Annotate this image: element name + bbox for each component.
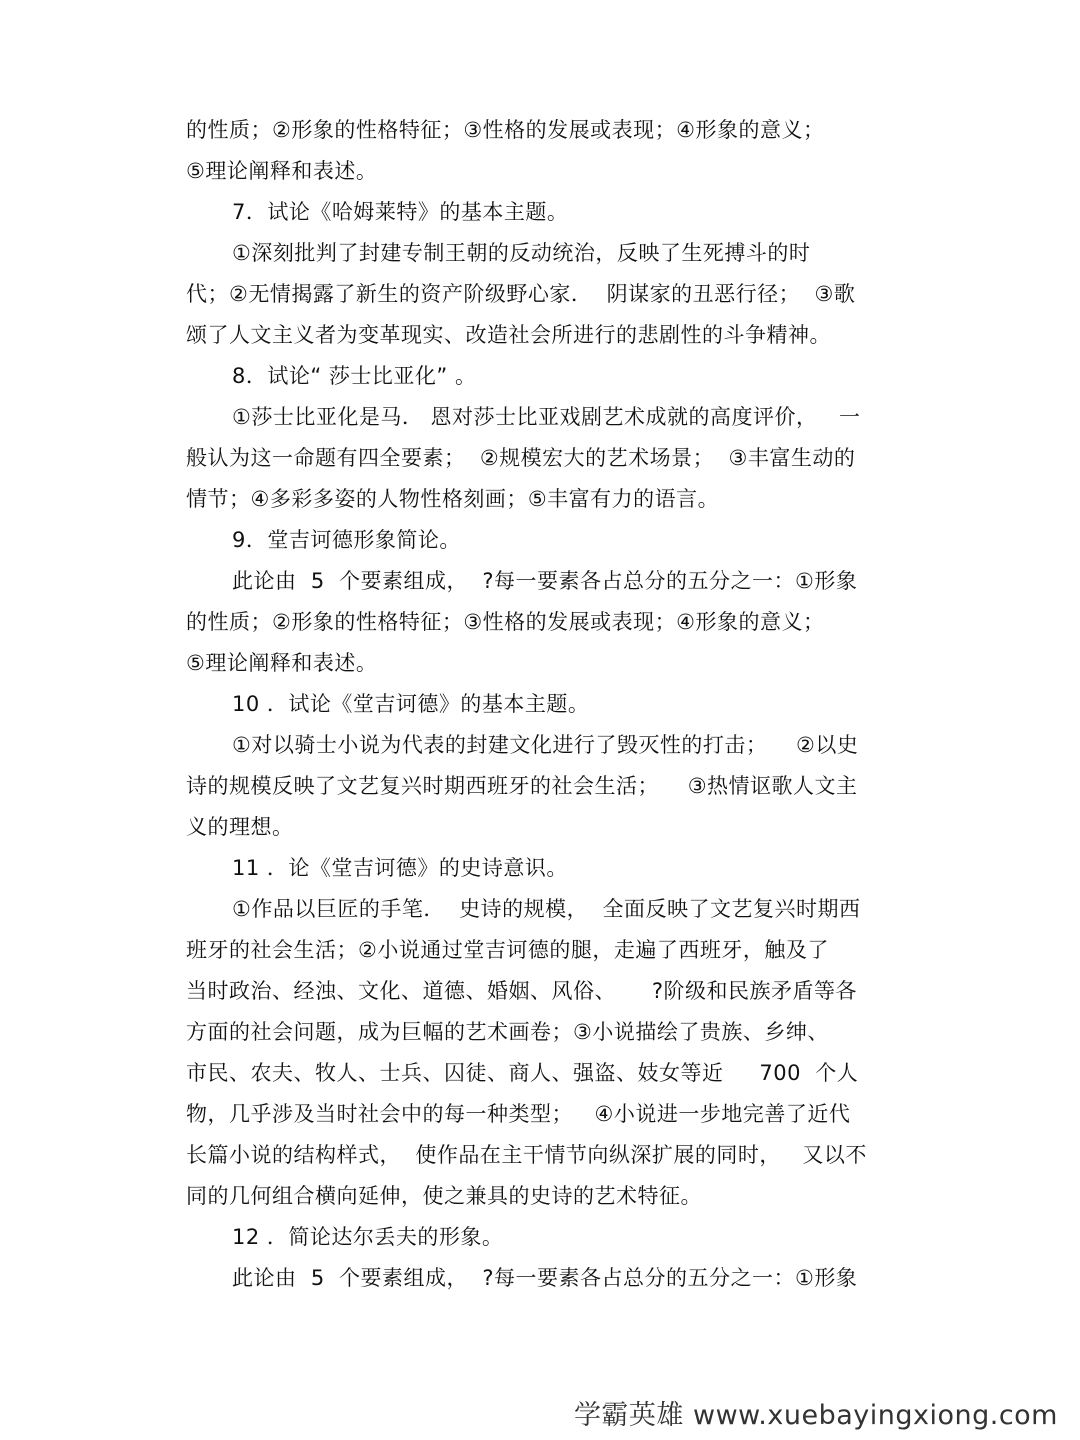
question-heading: 12 ．简论达尔丢夫的形象。 [232,1225,504,1249]
text-line: 义的理想。 [186,815,294,839]
text-line: ①作品以巨匠的手笔． 史诗的规模， 全面反映了文艺复兴时期西 [232,897,861,921]
text-line: 当时政治、经浊、文化、道德、婚姻、风俗、 ?阶级和民族矛盾等各 [186,979,858,1003]
text-line: 情节；④多彩多姿的人物性格刻画；⑤丰富有力的语言。 [186,487,720,511]
question-heading: 9．堂吉诃德形象简论。 [232,528,461,552]
text-line: 物，几乎涉及当时社会中的每一种类型； ④小说进一步地完善了近代 [186,1102,851,1126]
text-line: 的性质；②形象的性格特征；③性格的发展或表现；④形象的意义； [186,118,825,142]
text-line: 诗的规模反映了文艺复兴时期西班牙的社会生活； ③热情讴歌人文主 [186,774,858,798]
text-line: 同的几何组合横向延伸，使之兼具的史诗的艺术特征。 [186,1184,702,1208]
text-line: ①对以骑士小说为代表的封建文化进行了毁灭性的打击； ②以史 [232,733,859,757]
text-line: 班牙的社会生活；②小说通过堂吉诃德的腿，走遍了西班牙，触及了 [186,938,829,962]
text-line: ⑤理论阐释和表述。 [186,651,378,675]
text-line: 此论由 5 个要素组成， ?每一要素各占总分的五分之一：①形象 [232,569,858,593]
text-line: ①深刻批判了封建专制王朝的反动统治，反映了生死搏斗的时 [232,241,811,265]
text-line: 市民、农夫、牧人、士兵、囚徒、商人、强盗、妓女等近 700 个人 [186,1061,859,1085]
text-line: 代；②无情揭露了新生的资产阶级野心家． 阴谋家的丑恶行径； ③歌 [186,282,856,306]
question-heading: 7．试论《哈姆莱特》的基本主题。 [232,200,569,224]
text-line: 颂了人文主义者为变革现实、改造社会所进行的悲剧性的斗争精神。 [186,323,831,347]
text-line: 方面的社会问题，成为巨幅的艺术画卷；③小说描绘了贵族、乡绅、 [186,1020,829,1044]
text-line: 的性质；②形象的性格特征；③性格的发展或表现；④形象的意义； [186,610,825,634]
text-line: 此论由 5 个要素组成， ?每一要素各占总分的五分之一：①形象 [232,1266,858,1290]
question-heading: 11 ．论《堂吉诃德》的史诗意识。 [232,856,568,880]
question-heading: 10 ．试论《堂吉诃德》的基本主题。 [232,692,590,716]
watermark-text: 学霸英雄 www.xuebayingxiong.com [573,1400,1058,1431]
text-line: 长篇小说的结构样式， 使作品在主干情节向纵深扩展的同时， 又以不 [186,1143,867,1167]
text-line: ①莎士比亚化是马． 恩对莎士比亚戏剧艺术成就的高度评价， 一 [232,405,861,429]
text-line: 般认为这一命题有四全要素； ②规模宏大的艺术场景； ③丰富生动的 [186,446,856,470]
text-line: ⑤理论阐释和表述。 [186,159,378,183]
question-heading: 8．试论“ 莎士比亚化” 。 [232,364,477,388]
